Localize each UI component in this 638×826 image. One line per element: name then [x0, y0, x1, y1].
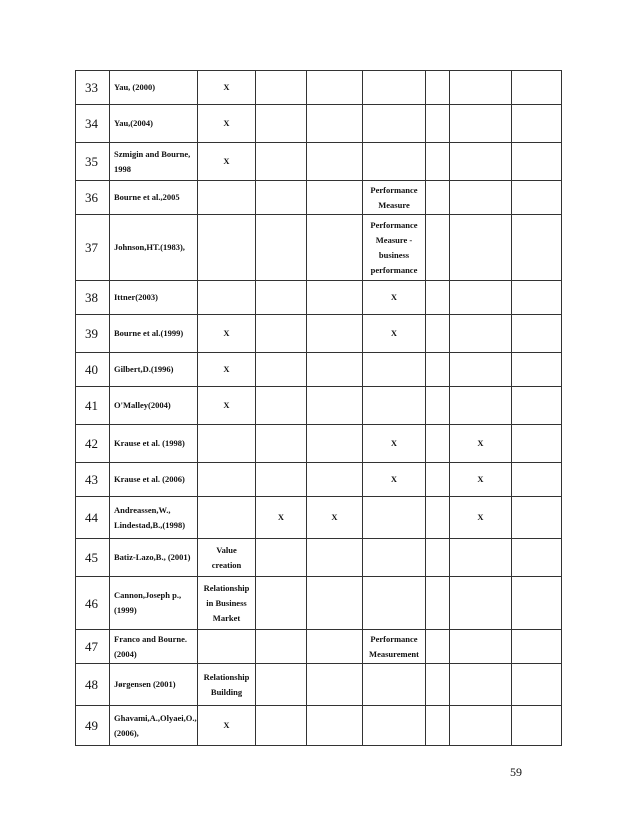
column-5-cell: [426, 71, 450, 105]
column-1-cell: X: [198, 105, 256, 143]
reference-cell: Yau,(2004): [110, 105, 198, 143]
column-7-cell: [512, 315, 562, 353]
column-6-cell: [450, 215, 512, 281]
row-number: 49: [76, 706, 110, 746]
column-2-cell: [256, 215, 307, 281]
column-1-cell: [198, 463, 256, 497]
row-number: 46: [76, 577, 110, 630]
table-row: [76, 215, 562, 281]
column-3-cell: [307, 181, 363, 215]
reference-cell: Ghavami,A.,Olyaei,O., (2006),: [110, 706, 198, 746]
column-7-cell: [512, 353, 562, 387]
table-row: [76, 630, 562, 664]
column-6-cell: [450, 577, 512, 630]
column-7-cell: [512, 706, 562, 746]
column-1-cell: X: [198, 706, 256, 746]
column-2-cell: [256, 706, 307, 746]
row-number: 45: [76, 539, 110, 577]
table-row: [76, 181, 562, 215]
column-6-cell: X: [450, 463, 512, 497]
column-5-cell: [426, 143, 450, 181]
column-2-cell: [256, 425, 307, 463]
column-1-cell: X: [198, 387, 256, 425]
column-5-cell: [426, 215, 450, 281]
column-4-cell: [363, 143, 426, 181]
column-5-cell: [426, 315, 450, 353]
column-2-cell: [256, 71, 307, 105]
row-number: 44: [76, 497, 110, 539]
reference-cell: Batiz-Lazo,B., (2001): [110, 539, 198, 577]
table-row: [76, 577, 562, 630]
column-1-cell: Relationship in Business Market: [198, 577, 256, 630]
column-5-cell: [426, 353, 450, 387]
column-4-cell: X: [363, 425, 426, 463]
column-3-cell: [307, 463, 363, 497]
column-4-cell: X: [363, 463, 426, 497]
reference-cell: Yau, (2000): [110, 71, 198, 105]
reference-cell: Ittner(2003): [110, 281, 198, 315]
column-2-cell: [256, 630, 307, 664]
column-1-cell: [198, 630, 256, 664]
table-row: [76, 315, 562, 353]
column-1-cell: [198, 215, 256, 281]
column-7-cell: [512, 215, 562, 281]
column-1-cell: [198, 281, 256, 315]
column-2-cell: [256, 143, 307, 181]
table-row: [76, 463, 562, 497]
column-3-cell: [307, 664, 363, 706]
row-number: 36: [76, 181, 110, 215]
table-row: [76, 706, 562, 746]
column-6-cell: [450, 281, 512, 315]
page-number: 59: [510, 765, 522, 779]
column-3-cell: [307, 143, 363, 181]
column-6-cell: [450, 315, 512, 353]
column-3-cell: [307, 315, 363, 353]
reference-cell: Bourne et al.,2005: [110, 181, 198, 215]
row-number: 48: [76, 664, 110, 706]
column-5-cell: [426, 425, 450, 463]
reference-cell: O'Malley(2004): [110, 387, 198, 425]
column-4-cell: Performance Measure: [363, 181, 426, 215]
column-7-cell: [512, 281, 562, 315]
column-2-cell: [256, 105, 307, 143]
column-5-cell: [426, 664, 450, 706]
column-4-cell: [363, 105, 426, 143]
column-1-cell: X: [198, 71, 256, 105]
reference-cell: Cannon,Joseph p.,(1999): [110, 577, 198, 630]
row-number: 34: [76, 105, 110, 143]
column-5-cell: [426, 539, 450, 577]
column-7-cell: [512, 425, 562, 463]
column-1-cell: Value creation: [198, 539, 256, 577]
column-7-cell: [512, 463, 562, 497]
column-2-cell: X: [256, 497, 307, 539]
column-4-cell: [363, 664, 426, 706]
table-row: [76, 105, 562, 143]
row-number: 41: [76, 387, 110, 425]
column-4-cell: Performance Measure - business performance: [363, 215, 426, 281]
column-5-cell: [426, 630, 450, 664]
column-3-cell: [307, 630, 363, 664]
column-3-cell: [307, 387, 363, 425]
column-2-cell: [256, 539, 307, 577]
column-1-cell: [198, 425, 256, 463]
column-2-cell: [256, 315, 307, 353]
table-row: [76, 71, 562, 105]
column-1-cell: [198, 181, 256, 215]
column-6-cell: [450, 181, 512, 215]
column-4-cell: X: [363, 281, 426, 315]
column-3-cell: [307, 425, 363, 463]
column-5-cell: [426, 387, 450, 425]
column-2-cell: [256, 281, 307, 315]
column-4-cell: [363, 353, 426, 387]
column-5-cell: [426, 463, 450, 497]
column-1-cell: X: [198, 353, 256, 387]
reference-table: [75, 70, 562, 746]
column-3-cell: [307, 71, 363, 105]
reference-cell: Johnson,HT.(1983),: [110, 215, 198, 281]
column-4-cell: [363, 706, 426, 746]
row-number: 33: [76, 71, 110, 105]
column-3-cell: [307, 706, 363, 746]
column-3-cell: X: [307, 497, 363, 539]
reference-cell: Franco and Bourne.(2004): [110, 630, 198, 664]
column-4-cell: [363, 577, 426, 630]
row-number: 38: [76, 281, 110, 315]
column-5-cell: [426, 577, 450, 630]
column-7-cell: [512, 143, 562, 181]
row-number: 40: [76, 353, 110, 387]
column-1-cell: X: [198, 143, 256, 181]
table-row: [76, 425, 562, 463]
column-1-cell: X: [198, 315, 256, 353]
table-row: [76, 281, 562, 315]
row-number: 43: [76, 463, 110, 497]
column-7-cell: [512, 105, 562, 143]
reference-cell: Andreassen,W., Lindestad,B.,(1998): [110, 497, 198, 539]
column-6-cell: [450, 105, 512, 143]
row-number: 47: [76, 630, 110, 664]
reference-cell: Jørgensen (2001): [110, 664, 198, 706]
column-7-cell: [512, 71, 562, 105]
table-row: [76, 387, 562, 425]
column-6-cell: X: [450, 425, 512, 463]
column-2-cell: [256, 387, 307, 425]
column-5-cell: [426, 497, 450, 539]
column-5-cell: [426, 181, 450, 215]
reference-cell: Szmigin and Bourne, 1998: [110, 143, 198, 181]
column-6-cell: [450, 630, 512, 664]
column-5-cell: [426, 105, 450, 143]
column-2-cell: [256, 181, 307, 215]
table-row: [76, 353, 562, 387]
table-row: [76, 664, 562, 706]
reference-cell: Gilbert,D.(1996): [110, 353, 198, 387]
row-number: 39: [76, 315, 110, 353]
column-3-cell: [307, 353, 363, 387]
column-7-cell: [512, 539, 562, 577]
column-1-cell: Relationship Building: [198, 664, 256, 706]
column-5-cell: [426, 281, 450, 315]
column-4-cell: Performance Measurement: [363, 630, 426, 664]
column-2-cell: [256, 353, 307, 387]
column-7-cell: [512, 630, 562, 664]
column-5-cell: [426, 706, 450, 746]
column-7-cell: [512, 664, 562, 706]
column-4-cell: [363, 497, 426, 539]
column-6-cell: [450, 664, 512, 706]
column-2-cell: [256, 577, 307, 630]
column-4-cell: X: [363, 315, 426, 353]
column-6-cell: X: [450, 497, 512, 539]
row-number: 42: [76, 425, 110, 463]
column-3-cell: [307, 539, 363, 577]
reference-cell: Krause et al. (1998): [110, 425, 198, 463]
reference-cell: Krause et al. (2006): [110, 463, 198, 497]
column-2-cell: [256, 463, 307, 497]
column-3-cell: [307, 577, 363, 630]
column-7-cell: [512, 497, 562, 539]
row-number: 35: [76, 143, 110, 181]
column-7-cell: [512, 181, 562, 215]
column-3-cell: [307, 215, 363, 281]
table-row: [76, 539, 562, 577]
column-4-cell: [363, 539, 426, 577]
column-3-cell: [307, 105, 363, 143]
column-6-cell: [450, 353, 512, 387]
column-6-cell: [450, 539, 512, 577]
row-number: 37: [76, 215, 110, 281]
column-7-cell: [512, 577, 562, 630]
column-1-cell: [198, 497, 256, 539]
table-row: [76, 143, 562, 181]
column-2-cell: [256, 664, 307, 706]
column-6-cell: [450, 71, 512, 105]
column-4-cell: [363, 71, 426, 105]
column-3-cell: [307, 281, 363, 315]
column-6-cell: [450, 143, 512, 181]
column-6-cell: [450, 706, 512, 746]
table-row: [76, 497, 562, 539]
column-7-cell: [512, 387, 562, 425]
column-6-cell: [450, 387, 512, 425]
column-4-cell: [363, 387, 426, 425]
reference-cell: Bourne et al.(1999): [110, 315, 198, 353]
